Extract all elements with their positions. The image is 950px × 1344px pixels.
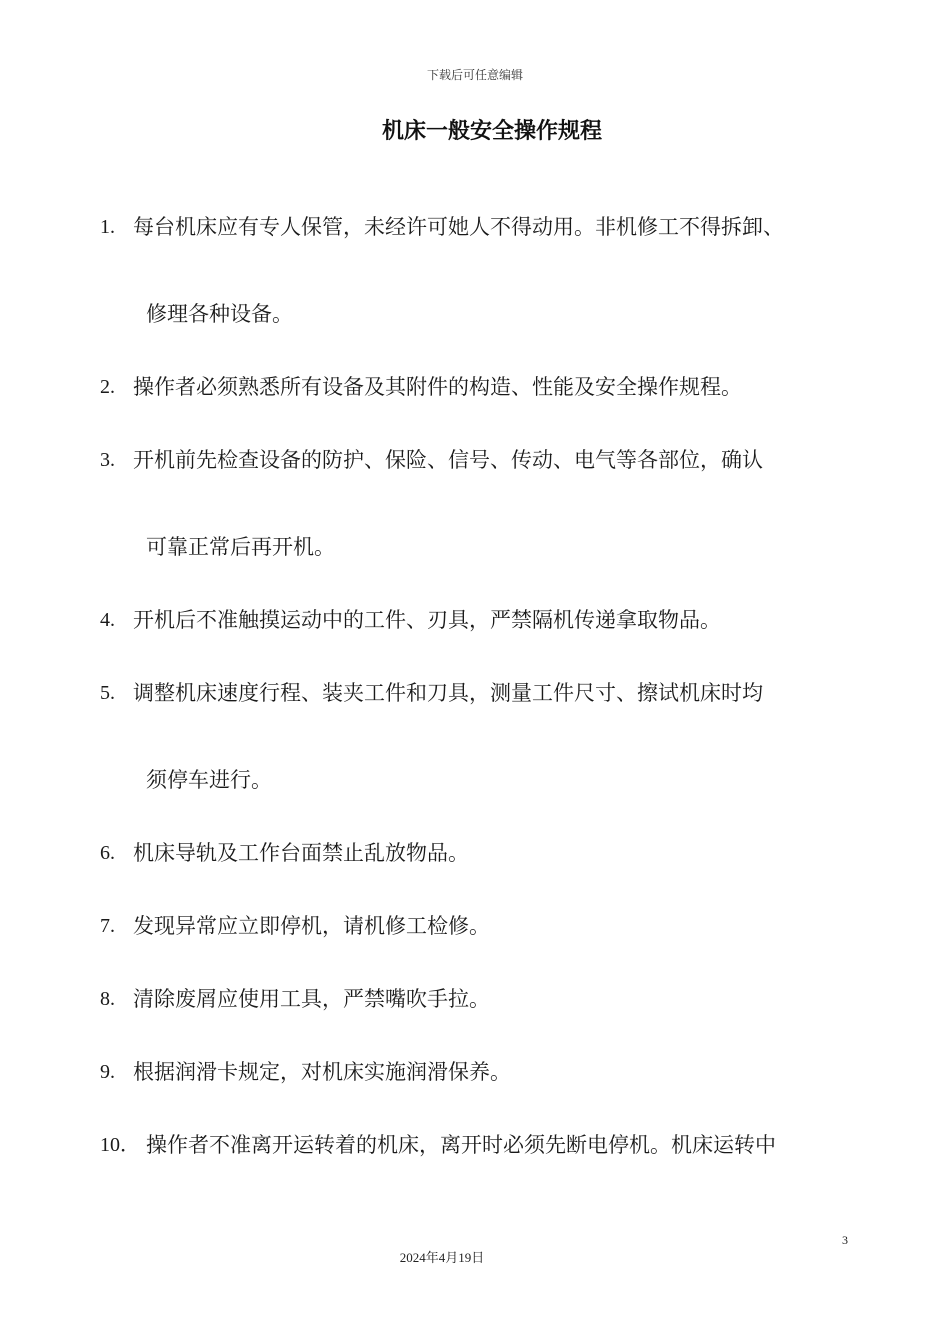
item-number: 1. bbox=[100, 216, 115, 238]
item-text: 开机后不准触摸运动中的工件、刃具，严禁隔机传递拿取物品。 bbox=[133, 608, 721, 632]
item-text: 调整机床速度行程、装夹工件和刀具，测量工件尺寸、擦试机床时均 bbox=[133, 681, 763, 705]
item-number: 6. bbox=[100, 842, 115, 864]
item-number: 8. bbox=[100, 988, 115, 1010]
item-number: 3. bbox=[100, 449, 115, 471]
item-number: 9. bbox=[100, 1061, 115, 1083]
item-number: 10． bbox=[100, 1134, 140, 1156]
item-text: 开机前先检查设备的防护、保险、信号、传动、电气等各部位，确认 bbox=[133, 448, 763, 472]
item-number: 7. bbox=[100, 915, 115, 937]
page-number: 3 bbox=[842, 1233, 848, 1247]
item-number: 5. bbox=[100, 682, 115, 704]
header-note: 下载后可任意编辑 bbox=[426, 68, 523, 82]
item-number: 4. bbox=[100, 609, 115, 631]
item-continuation: 修理各种设备。 bbox=[146, 302, 293, 326]
item-continuation: 可靠正常后再开机。 bbox=[146, 535, 335, 559]
item-text: 机床导轨及工作台面禁止乱放物品。 bbox=[133, 841, 469, 865]
item-text: 操作者必须熟悉所有设备及其附件的构造、性能及安全操作规程。 bbox=[133, 375, 742, 399]
item-text: 根据润滑卡规定，对机床实施润滑保养。 bbox=[133, 1060, 511, 1084]
item-text: 清除废屑应使用工具，严禁嘴吹手拉。 bbox=[133, 987, 490, 1011]
item-number: 2. bbox=[100, 376, 115, 398]
item-text: 每台机床应有专人保管，未经许可她人不得动用。非机修工不得拆卸、 bbox=[133, 215, 784, 239]
document-title: 机床一般安全操作规程 bbox=[381, 119, 602, 144]
footer-date: 2024年4月19日 bbox=[399, 1250, 485, 1265]
item-continuation: 须停车进行。 bbox=[146, 768, 272, 792]
item-text: 操作者不准离开运转着的机床，离开时必须先断电停机。机床运转中 bbox=[146, 1133, 776, 1157]
item-text: 发现异常应立即停机，请机修工检修。 bbox=[133, 914, 490, 938]
